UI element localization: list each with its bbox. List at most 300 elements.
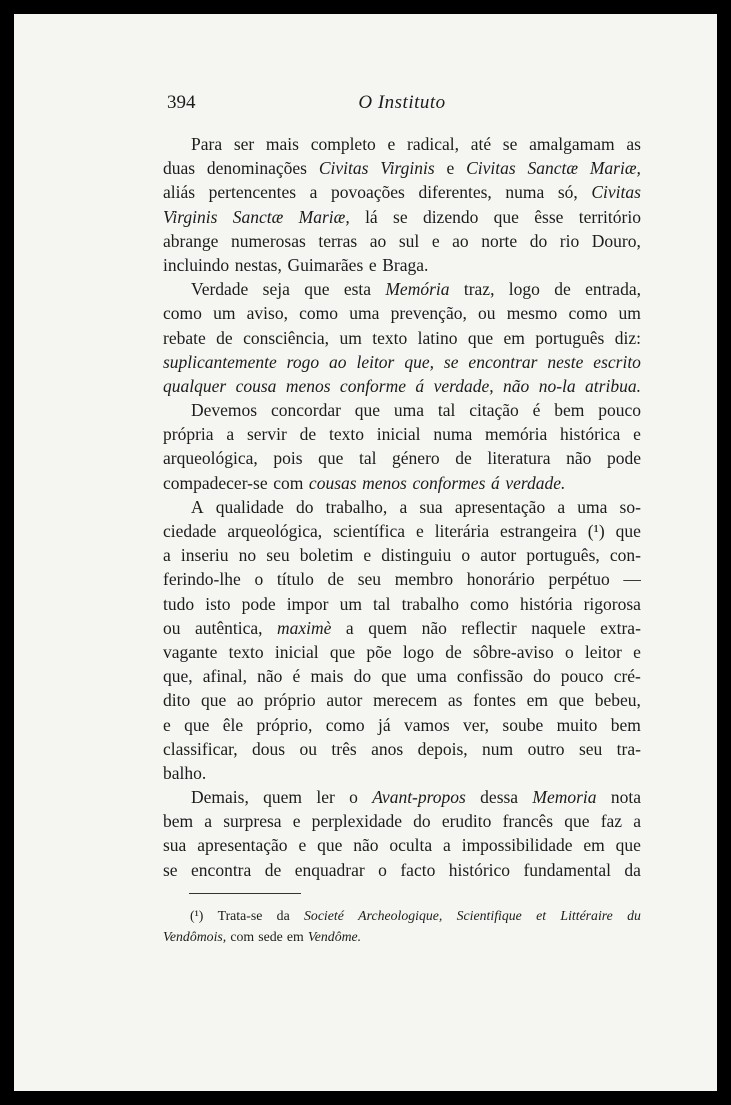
word: do	[529, 230, 548, 251]
word: Braga.	[382, 254, 429, 275]
word: e	[292, 811, 301, 832]
word: atribua.	[585, 375, 641, 396]
word: que	[200, 690, 227, 711]
word: vagante	[163, 641, 218, 662]
word: Virginis	[163, 206, 218, 227]
word: latino	[417, 327, 458, 348]
word: de	[455, 448, 472, 469]
word: ou	[299, 738, 317, 759]
word: Sanctæ	[527, 158, 579, 179]
word: território	[578, 206, 641, 227]
word: memória	[485, 424, 548, 445]
word: povoações	[331, 182, 405, 203]
word: no-la	[538, 375, 576, 396]
word: cré-	[613, 666, 641, 687]
word: nestas,	[234, 254, 282, 275]
word: consciência,	[243, 327, 330, 348]
word: aviso,	[246, 303, 288, 324]
word: denominações	[206, 158, 307, 179]
word: seu	[357, 569, 382, 590]
word: Memória	[385, 279, 450, 300]
word: muito	[556, 714, 598, 735]
word: como	[299, 303, 339, 324]
word: cousas	[308, 472, 357, 493]
word: so-	[619, 496, 641, 517]
word: cousa	[235, 375, 277, 396]
word: texto	[328, 424, 364, 445]
word: histórico	[448, 859, 511, 880]
word: mais	[310, 666, 344, 687]
word: conforme	[339, 375, 407, 396]
word: reflectir	[461, 617, 517, 638]
word: qualidade	[215, 496, 284, 517]
word: própria	[163, 424, 214, 445]
word: distinguiu	[381, 545, 452, 566]
word: Avant-propos	[372, 787, 466, 808]
word: dous	[252, 738, 286, 759]
word: sede	[258, 929, 283, 944]
word: bem	[554, 400, 585, 421]
word: já	[377, 714, 391, 735]
word: con-	[609, 545, 641, 566]
word: ser	[233, 134, 255, 154]
word: menos	[285, 375, 331, 396]
word: trabalho,	[325, 496, 388, 517]
word: Para	[191, 134, 223, 154]
word: facto	[400, 859, 436, 880]
word: a	[204, 811, 213, 832]
word: á	[490, 472, 500, 493]
word: escrito	[593, 351, 641, 372]
word: prevenção,	[390, 303, 467, 324]
word: Memoria	[532, 787, 597, 808]
word: um	[339, 327, 362, 348]
word: inicial	[274, 641, 319, 662]
word: e	[163, 714, 171, 735]
word: maximè	[277, 617, 332, 638]
word: não	[257, 666, 283, 687]
word: extra-	[600, 617, 641, 638]
word: Guimarães	[287, 254, 364, 275]
word: a	[399, 496, 408, 517]
word: vamos	[403, 714, 450, 735]
word: como	[470, 593, 509, 614]
word: ao	[452, 230, 469, 251]
word: e	[431, 230, 440, 251]
word: que	[558, 690, 585, 711]
word: da	[624, 859, 641, 880]
word: Civitas	[318, 158, 369, 179]
word: entrada,	[585, 279, 641, 300]
word: apresentação	[197, 835, 288, 856]
word: próprio	[264, 690, 316, 711]
word: êle	[222, 714, 244, 735]
word: que,	[404, 351, 434, 372]
word: dito	[163, 690, 191, 711]
word: em	[526, 690, 549, 711]
word: leitor	[356, 351, 395, 372]
word: menos	[362, 472, 407, 493]
text-line	[163, 616, 641, 640]
word: logo	[508, 279, 540, 300]
word: o	[378, 859, 387, 880]
footnotes	[163, 905, 641, 947]
word: quem	[263, 787, 303, 808]
word: a	[226, 424, 235, 445]
word: fontes	[473, 690, 516, 711]
word: autêntica,	[194, 617, 263, 638]
word: que	[329, 641, 356, 662]
word: (¹)	[190, 908, 204, 923]
word: naquele	[531, 617, 586, 638]
word: abrange	[163, 230, 219, 251]
word: a	[557, 496, 566, 517]
word: ver,	[463, 714, 490, 735]
word: e	[298, 835, 307, 856]
word: neste	[547, 351, 584, 372]
word: Devemos	[191, 400, 258, 421]
word: Virginis	[380, 158, 435, 179]
word: apresentação	[454, 496, 546, 517]
word: como	[163, 303, 202, 324]
word: de	[554, 279, 571, 300]
word: pouco	[598, 400, 641, 421]
word: dessa	[480, 787, 519, 808]
word: rio	[559, 230, 580, 251]
text-line	[163, 326, 641, 350]
word: Mariæ,	[589, 158, 641, 179]
word: em	[286, 929, 304, 944]
word: e	[446, 158, 455, 179]
text-line	[163, 205, 641, 229]
word: estrangeira	[500, 521, 577, 541]
word: sôbre-aviso	[473, 641, 554, 662]
word: que	[467, 327, 494, 348]
word: se	[443, 351, 459, 372]
word: merecem	[373, 690, 438, 711]
word: com	[230, 929, 255, 944]
word: bem	[163, 811, 194, 832]
word: Demais,	[191, 787, 249, 808]
word: que	[318, 448, 344, 469]
word: com	[273, 472, 304, 493]
word: completo	[310, 134, 376, 154]
text-line	[163, 567, 641, 591]
word: se	[163, 859, 178, 880]
word: ao	[329, 351, 347, 372]
word: um	[339, 593, 362, 614]
word: a	[309, 182, 318, 203]
word: três	[331, 738, 357, 759]
word: —	[623, 569, 641, 590]
word: erudito	[441, 811, 492, 832]
word: surpresa	[223, 811, 282, 832]
word: Vendômois,	[163, 929, 227, 944]
word: a	[443, 835, 451, 856]
word: como	[568, 303, 608, 324]
word: rigorosa	[583, 593, 641, 614]
word: seja	[262, 279, 290, 300]
word: balho.	[163, 762, 207, 783]
word: título	[276, 569, 314, 590]
word: e	[415, 521, 424, 541]
word: põe	[366, 641, 392, 662]
word: duas	[163, 158, 196, 179]
word: a	[163, 545, 171, 566]
word: que	[184, 714, 210, 735]
word: de	[327, 569, 345, 590]
word: de	[299, 424, 317, 445]
word: a	[633, 811, 641, 832]
word: du	[627, 908, 641, 923]
word: não	[353, 835, 379, 856]
word: outro	[527, 738, 565, 759]
word: que	[564, 811, 590, 832]
word: diz:	[614, 327, 641, 348]
word: perpétuo	[548, 569, 610, 590]
text-line	[163, 713, 641, 737]
word: Mariæ,	[298, 206, 350, 227]
word: afinal,	[202, 666, 247, 687]
word: uma	[349, 303, 380, 324]
word: literária	[434, 521, 490, 541]
word: pode	[241, 593, 276, 614]
word: não	[503, 375, 530, 396]
word: que	[304, 279, 330, 300]
word: é	[292, 666, 301, 687]
word: histórica	[560, 424, 621, 445]
word: citação	[469, 400, 519, 421]
text-line	[163, 737, 641, 761]
word: rebate	[163, 327, 206, 348]
word: norte	[481, 230, 518, 251]
text-line	[163, 350, 641, 374]
word: leitor	[584, 641, 622, 662]
text-line	[163, 374, 641, 398]
word: mesmo	[506, 303, 558, 324]
text-line	[163, 301, 641, 325]
word: o	[349, 787, 358, 808]
text-line	[163, 592, 641, 616]
word: logo	[402, 641, 435, 662]
word: e	[633, 424, 641, 445]
word: êsse	[534, 206, 564, 227]
word: se	[393, 206, 408, 227]
word: tudo	[163, 593, 195, 614]
word: que	[354, 400, 381, 421]
word: impossibilidade	[461, 835, 573, 856]
word: do	[353, 666, 372, 687]
word: as	[626, 134, 641, 154]
word: de	[264, 859, 282, 880]
word: uma	[393, 400, 425, 421]
word: oculta	[389, 835, 433, 856]
word: que,	[163, 666, 193, 687]
word: tal	[358, 448, 377, 469]
word: ao	[236, 690, 254, 711]
word: história	[520, 593, 573, 614]
word: pouco	[560, 666, 604, 687]
text-line	[163, 785, 641, 809]
word: esta	[343, 279, 372, 300]
word: incluindo	[163, 254, 230, 275]
footnote-line	[163, 905, 641, 926]
word: isto	[205, 593, 231, 614]
word: numa	[433, 424, 473, 445]
word: que	[381, 666, 407, 687]
word: diferentes,	[418, 182, 492, 203]
word: quem	[368, 617, 408, 638]
word: classificar,	[163, 738, 238, 759]
word: como	[325, 714, 365, 735]
word: Douro,	[591, 230, 641, 251]
word: concordar	[270, 400, 341, 421]
text-line	[163, 180, 641, 204]
text-line	[163, 132, 641, 156]
word: boletim	[299, 545, 354, 566]
word: seu	[578, 738, 603, 759]
word: ler	[316, 787, 335, 808]
word: ferindo-lhe	[163, 569, 241, 590]
word: do	[413, 811, 431, 832]
word: de	[216, 327, 233, 348]
word: do	[295, 496, 314, 517]
word: inicial	[376, 424, 421, 445]
word: faz	[600, 811, 623, 832]
word: é	[532, 400, 541, 421]
word: bebeu,	[594, 690, 641, 711]
word: da	[276, 908, 290, 923]
word: numerosas	[230, 230, 306, 251]
word: depois,	[417, 738, 468, 759]
word: anos	[371, 738, 404, 759]
word: Civitas	[591, 182, 641, 203]
text-line	[163, 156, 641, 180]
word: Vendôme.	[307, 929, 362, 944]
word: não	[566, 448, 592, 469]
text-line	[163, 833, 641, 857]
word: ao	[369, 230, 387, 251]
word: e	[387, 134, 396, 154]
word: uma	[577, 496, 608, 517]
word: traz,	[463, 279, 495, 300]
word: á	[415, 375, 425, 396]
word: (¹)	[587, 521, 605, 541]
word: a	[345, 617, 354, 638]
word: fundamental	[523, 859, 611, 880]
word: e	[633, 641, 641, 662]
text-line	[163, 446, 641, 470]
text-line	[163, 495, 641, 519]
word: trabalho	[401, 593, 459, 614]
word: compadecer-se	[163, 472, 268, 493]
word: Trata-se	[217, 908, 263, 923]
word: qualquer	[163, 375, 227, 396]
word: no	[238, 545, 257, 566]
text-line	[163, 277, 641, 301]
journal-title: O Instituto	[358, 92, 446, 113]
word: próprio,	[256, 714, 313, 735]
word: ou	[478, 303, 496, 324]
footnote-rule	[189, 893, 301, 894]
word: ciedade	[163, 521, 217, 541]
word: tra-	[616, 738, 641, 759]
word: Archeologique,	[358, 908, 443, 923]
word: uma	[416, 666, 447, 687]
word: que	[615, 835, 641, 856]
word: aliás	[163, 182, 196, 203]
word: tal	[373, 593, 391, 614]
page-number: 394	[167, 92, 196, 113]
text-line	[163, 422, 641, 446]
word: português	[535, 327, 605, 348]
word: radical,	[407, 134, 459, 154]
word: pois	[273, 448, 303, 469]
text-line	[163, 519, 641, 543]
word: verdade,	[433, 375, 494, 396]
word: numa	[505, 182, 545, 203]
text-line	[163, 761, 641, 785]
word: autor	[326, 690, 363, 711]
text-line	[163, 809, 641, 833]
word: amalgamam	[529, 134, 615, 154]
word: terras	[318, 230, 358, 251]
word: se	[502, 134, 518, 154]
book-page	[14, 14, 717, 1091]
word: impor	[286, 593, 329, 614]
word: texto	[228, 641, 264, 662]
word: até	[470, 134, 492, 154]
text-line	[163, 640, 641, 664]
word: nota	[610, 787, 641, 808]
word: as	[447, 690, 463, 711]
word: seu	[266, 545, 290, 566]
word: verdade.	[505, 472, 566, 493]
word: Scientifique	[456, 908, 522, 923]
word: arqueológica,	[163, 448, 258, 469]
word: num	[482, 738, 514, 759]
word: confissão	[456, 666, 524, 687]
word: membro	[394, 569, 454, 590]
word: pertencentes	[208, 182, 297, 203]
text-line	[163, 664, 641, 688]
text-line	[163, 229, 641, 253]
word: honorário	[466, 569, 535, 590]
word: suplicantemente	[163, 351, 277, 372]
word: que	[317, 835, 343, 856]
word: arqueológica,	[227, 521, 323, 541]
text-line	[163, 858, 641, 882]
word: e	[368, 254, 377, 275]
text-line	[163, 253, 641, 277]
word: francês	[502, 811, 554, 832]
word: de	[445, 641, 462, 662]
word: encontra	[191, 859, 252, 880]
word: um	[213, 303, 236, 324]
word: só,	[557, 182, 578, 203]
word: literatura	[487, 448, 551, 469]
word: et	[536, 908, 547, 923]
word: o	[564, 641, 574, 662]
word: servir	[246, 424, 287, 445]
word: dizendo	[422, 206, 479, 227]
word: mais	[265, 134, 299, 154]
word: A	[191, 496, 204, 517]
text-line	[163, 471, 641, 495]
footnote-line	[163, 926, 641, 947]
word: que	[615, 521, 641, 541]
word: Verdade	[191, 279, 249, 300]
